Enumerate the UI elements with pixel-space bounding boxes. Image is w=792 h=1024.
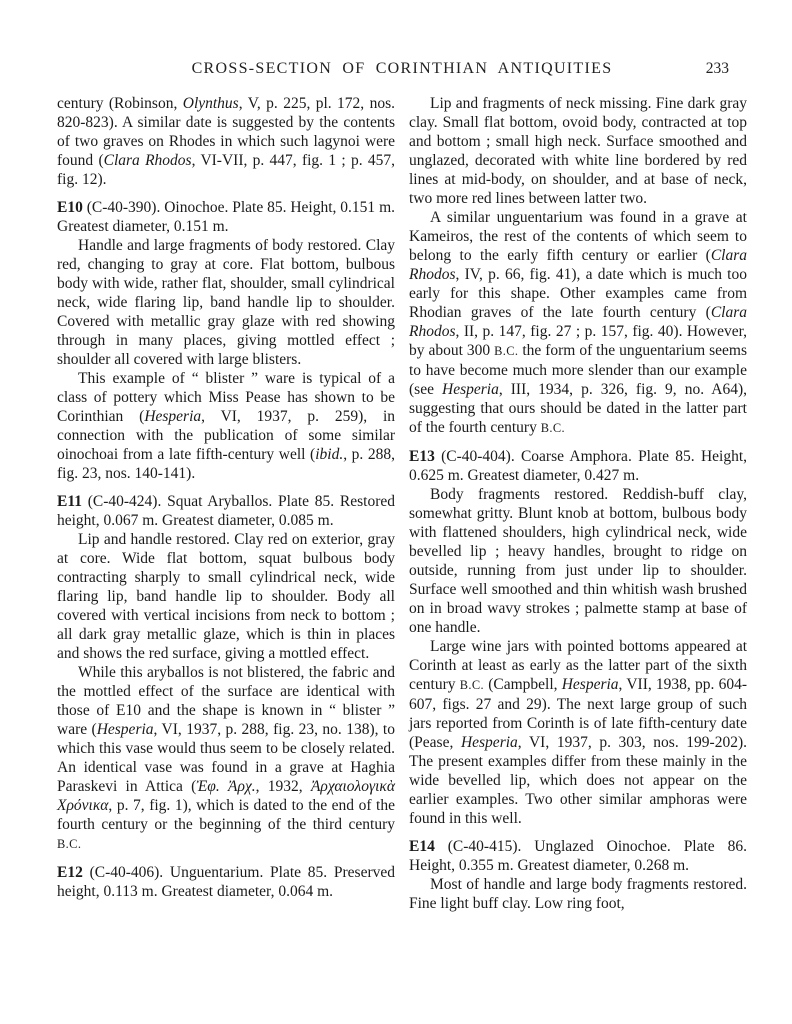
paragraph bbox=[409, 637, 747, 828]
text-segment: , VII, 1938, pp. 604-607, figs. 27 and 29). The next large group of such jars reported from Corinth is of late fifth-century date (Pease, bbox=[409, 676, 747, 751]
text-segment: , V, p. 225, pl. 172, nos. 820-823). A similar date is suggested by the contents of two graves on Rhodes in which such lagynoi were found ( bbox=[57, 95, 395, 169]
text-segment: the form of the unguentarium seems to have become much more slender than our example (see bbox=[409, 342, 748, 398]
catalog-entry-heading bbox=[409, 447, 747, 485]
text-segment: , p. 7, fig. 1), which is dated to the end of the fourth century or the beginning of the third century bbox=[57, 797, 395, 833]
text-segment: A similar unguentarium was found in a grave at Kameiros, the rest of the contents of which seem to belong to the early fifth century or earlier ( bbox=[409, 209, 747, 264]
text-segment: (C-40-415). Unglazed Oinochoe. Plate 86. Height, 0.355 m. Greatest diameter, 0.268 m. bbox=[409, 838, 747, 874]
paragraph bbox=[57, 530, 395, 663]
text-segment: E12 bbox=[57, 864, 83, 881]
text-segment: Olynthus bbox=[182, 95, 239, 112]
text-segment: Hesperia bbox=[144, 408, 202, 425]
text-segment: Hesperia bbox=[460, 734, 518, 751]
text-segment: E14 bbox=[409, 838, 435, 855]
paragraph bbox=[409, 485, 747, 637]
page-header bbox=[57, 60, 747, 82]
text-segment: , 1932, bbox=[255, 778, 311, 795]
text-segment: E10 bbox=[57, 199, 83, 216]
text-segment: , p. 288, fig. 23, nos. 140-141). bbox=[57, 446, 395, 482]
text-segment: , VI, 1937, p. 288, fig. 23, no. 138), to which this vase would thus seem to be closely related. An identical vase was found in a grave at Haghia Paraskevi in Attica ( bbox=[57, 721, 395, 795]
text-segment: Clara Rhodos bbox=[103, 152, 192, 169]
left-column bbox=[57, 94, 395, 913]
text-segment: Hesperia bbox=[442, 381, 499, 398]
paragraph bbox=[57, 236, 395, 369]
text-segment: , VI, 1937, p. 303, nos. 199-202). The present examples differ from these mainly in the wide bevelled lip, which does not appear on the earlier examples. Two other similar amphoras were found in this well. bbox=[409, 734, 748, 827]
text-segment: B.C. bbox=[494, 344, 519, 358]
catalog-entry-heading bbox=[409, 837, 747, 875]
text-segment: E11 bbox=[57, 493, 82, 510]
text-segment: , III, 1934, p. 326, fig. 9, no. A64), suggesting that ours should be dated in the latter part of the fourth century bbox=[409, 381, 748, 436]
right-column bbox=[409, 94, 747, 913]
text-segment: ibid. bbox=[315, 446, 344, 463]
text-segment: (C-40-390). Oinochoe. Plate 85. Height, 0.151 m. Greatest diameter, 0.151 m. bbox=[57, 199, 395, 235]
text-segment: B.C. bbox=[540, 421, 566, 435]
text-segment: Body fragments restored. Reddish-buff clay, somewhat gritty. Blunt knob at bottom, bulbous body with flattened shoulders, high cylindrical neck, wide bevelled lip ; heavy handles, brought to ridge on outside, running from just under lip to shoulder. Surface well smoothed and thin whitish wash brushed on in broad wavy strokes ; palmette stamp at base of one handle. bbox=[409, 486, 747, 636]
text-segment: E13 bbox=[409, 448, 435, 465]
paragraph bbox=[409, 875, 747, 913]
text-segment: Hesperia bbox=[561, 676, 619, 693]
text-segment: , II, p. 147, fig. 27 ; p. 157, fig. 40). However, by about 300 bbox=[409, 323, 747, 359]
text-segment: century (Robinson, bbox=[57, 95, 183, 112]
text-segment: Clara Rhodos bbox=[409, 304, 747, 340]
text-segment: Handle and large fragments of body restored. Clay red, changing to gray at core. Flat bottom, bulbous body with wide, rather flat, shoulder, small cylindrical neck, wide flaring lip, band handle lip to shoulder. Covered with metallic gray glaze with red showing through in many places, giving mottled effect ; shoulder all covered with large blisters. bbox=[57, 237, 395, 368]
text-segment: (C-40-424). Squat Aryballos. Plate 85. Restored height, 0.067 m. Greatest diameter, 0.085 m. bbox=[57, 493, 395, 529]
text-segment: While this aryballos is not blistered, the fabric and the mottled effect of the surface are identical with those of E10 and the shape is known in “ blister ” ware ( bbox=[57, 664, 395, 738]
text-segment: This example of “ blister ” ware is typical of a class of pottery which Miss Pease has shown to be Corinthian ( bbox=[57, 370, 395, 425]
running-title: CROSS-SECTION OF CORINTHIAN ANTIQUITIES bbox=[191, 60, 613, 77]
page-number: 233 bbox=[705, 60, 729, 77]
text-segment: Clara Rhodos bbox=[409, 247, 747, 283]
page-content bbox=[57, 60, 747, 913]
text-segment: Ἐφ. Ἀρχ. bbox=[196, 778, 256, 795]
catalog-entry-heading bbox=[57, 198, 395, 236]
text-segment: B.C. bbox=[57, 837, 82, 851]
text-segment: Lip and fragments of neck missing. Fine dark gray clay. Small flat bottom, ovoid body, contracted at top and bottom ; small high neck. Surface smoothed and unglazed, decorated with white line bordered by red lines at mid-body, on shoulder, and at base of neck, two more red lines between latter two. bbox=[409, 95, 747, 207]
paragraph bbox=[57, 369, 395, 483]
text-segment: Lip and handle restored. Clay red on exterior, gray at core. Wide flat bottom, squat bulbous body contracting sharply to small cylindrical neck, wide flaring lip, band handle lip to shoulder. Body all covered with vertical incisions from neck to bottom ; all dark gray metallic glaze, which is thin in places and shows the red surface, giving a mottled effect. bbox=[57, 531, 395, 662]
text-segment: , VI, 1937, p. 259), in connection with the publication of some similar oinochoai from a late fifth-century well ( bbox=[57, 408, 396, 463]
text-segment: Large wine jars with pointed bottoms appeared at Corinth at least as early as the latter part of the sixth century bbox=[409, 638, 747, 693]
catalog-entry-heading bbox=[57, 492, 395, 530]
catalog-entry-heading bbox=[57, 863, 395, 901]
two-column-text bbox=[57, 94, 747, 913]
text-segment: Ἀρχαιολογικὰ Χρόνικα bbox=[57, 778, 395, 814]
text-segment: Most of handle and large body fragments restored. Fine light buff clay. Low ring foot, bbox=[409, 876, 747, 912]
text-segment: B.C. bbox=[459, 678, 485, 692]
paragraph bbox=[409, 94, 747, 208]
text-segment: , VI-VII, p. 447, fig. 1 ; p. 457, fig. 12). bbox=[57, 152, 395, 188]
text-segment: (Campbell, bbox=[484, 676, 562, 693]
text-segment: Hesperia bbox=[96, 721, 154, 738]
text-segment: , IV, p. 66, fig. 41), a date which is much too early for this shape. Other examples came from Rhodian graves of the late fourth century ( bbox=[409, 266, 747, 321]
paragraph bbox=[57, 94, 395, 189]
text-segment: (C-40-406). Unguentarium. Plate 85. Preserved height, 0.113 m. Greatest diameter, 0.064 m. bbox=[57, 864, 395, 900]
text-segment: (C-40-404). Coarse Amphora. Plate 85. Height, 0.625 m. Greatest diameter, 0.427 m. bbox=[409, 448, 747, 484]
paragraph bbox=[57, 663, 395, 854]
paragraph bbox=[409, 208, 747, 438]
